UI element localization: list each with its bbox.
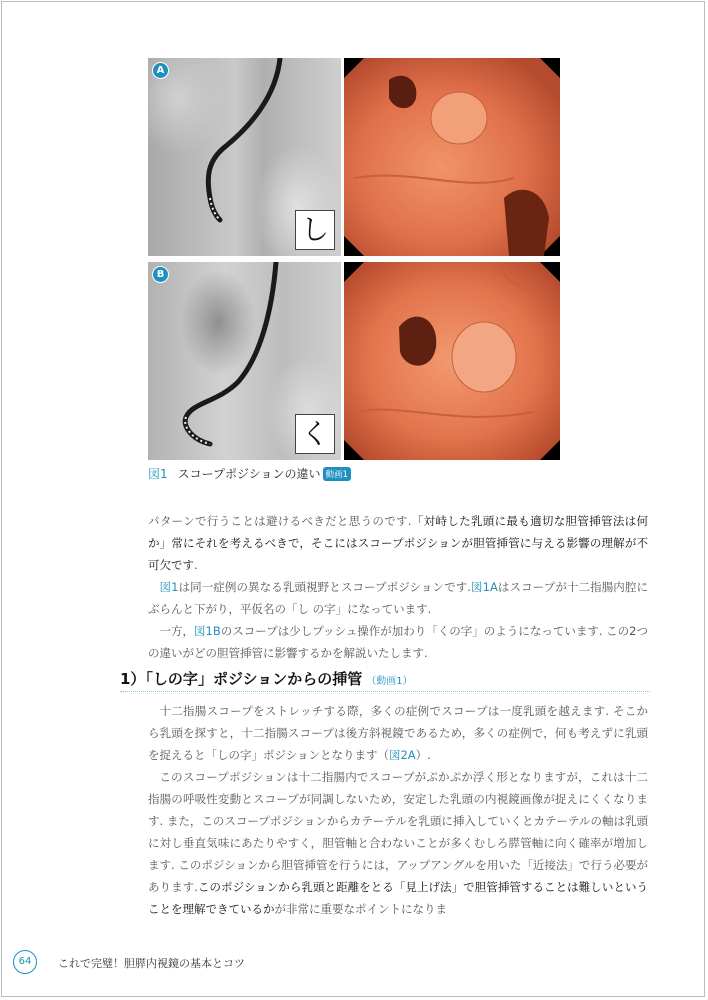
figure-ref-1[interactable]: 図1 <box>159 580 179 594</box>
section-paragraph-2 <box>148 766 648 920</box>
fluoroscopy-image-b <box>148 262 341 460</box>
section-paragraph-1-text-a: 十二指腸スコープをストレッチする際，多くの症例でスコープは一度乳頭を越えます. そこから乳頭を探すと，十二指腸スコープは後方斜視鏡であるため，多くの症例で，何も考えずに乳頭を捉えると「しの字」ポジションとなります（ <box>148 704 648 762</box>
panel-badge-b: B <box>152 266 169 283</box>
section-paragraph-2-emphasis: このポジションから乳頭と距離をとる「見上げ法」で胆管挿管することは難しいということを理解できているか <box>148 880 648 916</box>
section-paragraph-2-text-c: が非常に重要なポイントになりま <box>274 902 447 916</box>
paragraph-2 <box>148 576 648 620</box>
page-number: 64 <box>13 950 37 974</box>
paragraph-1-text: パターンで行うことは避けるべきだと思うのです. <box>148 514 412 528</box>
section-title: 1）「しの字」ポジションからの挿管 <box>120 670 363 688</box>
kana-label-shi: し <box>295 210 335 250</box>
paragraph-3-text-b: のスコープは少しプッシュ操作が加わり「くの字」のようになっています. この2つの違いがどの胆管挿管に影響するかを解説いたします. <box>148 624 649 660</box>
video-badge[interactable]: 動画1 <box>323 467 351 481</box>
figure-ref-1a[interactable]: 図1A <box>470 580 498 594</box>
section-paragraph-2-text-a: このスコープポジションは十二指腸内でスコープがぷかぷか浮く形となりますが，これは十二指腸の呼吸性変動とスコープが同調しないため，安定した乳頭の内視鏡画像が捉えにくくなります. また，このスコープポジションからカテーテルを乳頭に挿入していくとカテーテルの軸は乳頭に対し垂直気味にあたりやすく，胆管軸と合わないことが多くむしろ膵管軸に向く確率が増加します. このポジションから胆管挿管を行うには，アップアングルを用いた「近接法」で行う必要があります. <box>148 770 648 894</box>
paragraph-2-text-b: はスコープが十二指腸内腔にぶらんと下がり，平仮名の「し の字」になっています. <box>148 580 648 616</box>
kana-label-ku: く <box>295 414 335 454</box>
figure-number: 図1 <box>148 467 168 481</box>
section-video-ref[interactable]: （動画1） <box>366 676 413 687</box>
paragraph-3 <box>148 620 648 664</box>
figure-ref-2a[interactable]: 図2A <box>388 748 416 762</box>
section-paragraph-1 <box>148 700 648 766</box>
paragraph-2-text-a: は同一症例の異なる乳頭視野とスコープポジションです. <box>178 580 471 594</box>
fluoroscopy-image-a <box>148 58 341 256</box>
paragraph-1 <box>148 510 648 576</box>
figure-ref-1b[interactable]: 図1B <box>194 624 221 638</box>
figure-caption <box>148 465 351 482</box>
section-paragraph-1-text-b: ）. <box>415 748 431 762</box>
figure-1 <box>148 58 560 460</box>
endoscopy-image-a <box>344 58 560 256</box>
running-title: これで完璧！胆膵内視鏡の基本とコツ <box>58 957 245 970</box>
section-heading <box>120 668 650 692</box>
paragraph-1-end: . <box>194 558 198 572</box>
paragraph-1-emphasis: 「対峙した乳頭に最も適切な胆管挿管法は何か」常にそれを考えるべきで，そこにはスコープポジションが胆管挿管に与える影響の理解が不可欠です <box>148 514 648 572</box>
paragraph-3-text-a: 一方， <box>159 624 195 638</box>
figure-title: スコープポジションの違い <box>177 467 321 481</box>
endoscopy-image-b <box>344 262 560 460</box>
panel-badge-a: A <box>152 62 169 79</box>
